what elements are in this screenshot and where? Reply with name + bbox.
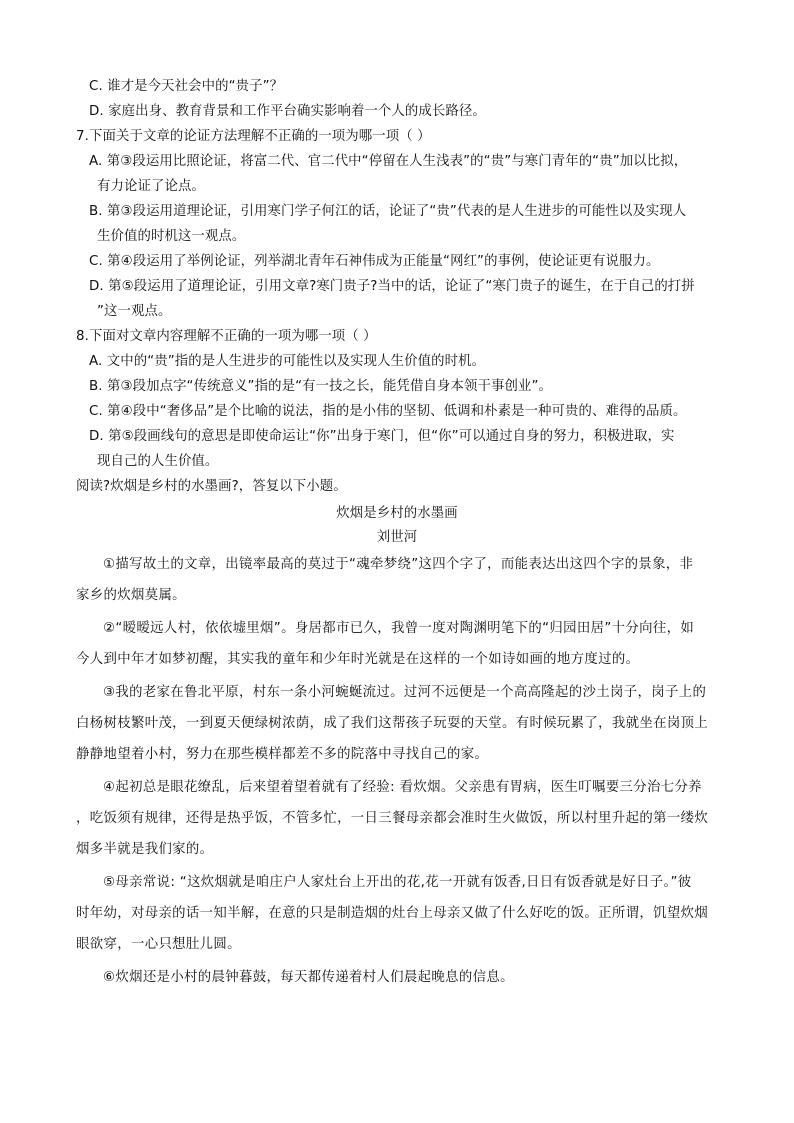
q8-option-d-line2: 现自己的人生价值。 [97, 454, 219, 469]
q8-option-c: C. 第④段中“奢侈品”是个比喻的说法，指的是小伟的坚韧、低调和朴素是一种可贵的、难得的品质。 [89, 404, 687, 419]
article-title: 炊烟是乡村的水墨画 [336, 506, 458, 521]
paragraph-3-line2: 白杨树枝繁叶茂，一到夏天便绿树浓荫，成了我们这帮孩子玩耍的天堂。有时候玩累了，我就坐在岗顶上 [76, 716, 709, 731]
paragraph-4-line2: ，吃饭须有规律，还得是热乎饭，不管多忙，一日三餐母亲都会准时生火做饭，所以村里升起的第一缕炊 [76, 811, 709, 826]
paragraph-5-line3: 眼欲穿，一心只想肚儿圆。 [76, 937, 241, 952]
paragraph-1-line1: ①描写故土的文章，出镜率最高的莫过于“魂牵梦绕”这四个字了，而能表达出这四个字的景象，非 [103, 557, 694, 572]
paragraph-2-line1: ②“暧暧远人村，依依墟里烟”。身居都市已久，我曾一度对陶渊明笔下的“归园田居”十分向往，如 [103, 621, 695, 636]
q8-option-a: A. 文中的“贵”指的是人生进步的可能性以及实现人生价值的时机。 [89, 354, 486, 369]
paragraph-3-line1: ③我的老家在鲁北平原，村东一条小河蜿蜒流过。过河不远便是一个高高隆起的沙土岗子，岗子上的 [103, 685, 707, 700]
paragraph-6-line1: ⑥炊烟还是小村的晨钟暮鼓，每天都传递着村人们晨起晚息的信息。 [103, 970, 514, 985]
paragraph-3-line3: 静静地望着小村，努力在那些模样都差不多的院落中寻找自己的家。 [76, 747, 489, 762]
option-d-prev: D. 家庭出身、教育背景和工作平台确实影响着一个人的成长路径。 [89, 104, 486, 119]
paragraph-5-line2: 时年幼，对母亲的话一知半解，在意的只是制造烟的灶台上母亲又做了什么好吃的饭。正所谓，饥望炊烟 [76, 906, 709, 921]
question-8-stem: 8.下面对文章内容理解不正确的一项为哪一项（ ） [76, 329, 377, 344]
q7-option-a-line2: 有力论证了论点。 [97, 179, 205, 194]
paragraph-1-line2: 家乡的炊烟莫属。 [76, 588, 186, 603]
q7-option-b-line2: 生价值的时机这一观点。 [97, 229, 246, 244]
q7-option-d-line1: D. 第⑤段运用了道理论证，引用文章?寒门贵子?当中的话，论证了“寒门贵子的诞生，在于自己的打拼 [89, 279, 695, 294]
question-7-stem: 7.下面关于文章的论证方法理解不正确的一项为哪一项（ ） [76, 129, 431, 144]
paragraph-2-line2: 今人到中年才如梦初醒，其实我的童年和少年时光就是在这样的一个如诗如画的地方度过的。 [76, 652, 640, 667]
q8-option-d-line1: D. 第⑤段画线句的意思是即使命运让“你”出身于寒门，但“你”可以通过自身的努力，积极进取，实 [89, 429, 675, 444]
paragraph-4-line3: 烟多半就是我们家的。 [76, 842, 214, 857]
paragraph-4-line1: ④起初总是眼花缭乱，后来望着望着就有了经验: 看炊烟。父亲患有胃病，医生叮嘱要三分治七分养 [103, 780, 702, 795]
option-c-prev: C. 谁才是今天社会中的“贵子”？ [89, 79, 284, 94]
article-author: 刘世河 [376, 530, 418, 545]
q8-option-b: B. 第③段加点字“传统意义”指的是“有一技之长，能凭借自身本领干事创业”。 [89, 379, 552, 394]
reading-intro: 阅读?炊烟是乡村的水墨画?，答复以下小题。 [76, 479, 347, 494]
q7-option-c: C. 第④段运用了举例论证，列举湖北青年石神伟成为正能量“网红”的事例，使论证更有说服力。 [89, 254, 660, 269]
q7-option-a-line1: A. 第③段运用比照论证，将富二代、官二代中“停留在人生浅表”的“贵”与寒门青年的“贵”加以比拟， [89, 154, 688, 169]
paragraph-5-line1: ⑤母亲常说: “这炊烟就是咱庄户人家灶台上开出的花,花一开就有饭香,日日有饭香就是好日子。”彼 [103, 875, 692, 890]
q7-option-b-line1: B. 第③段运用道理论证，引用寒门学子何江的话，论证了“贵”代表的是人生进步的可能性以及实现人 [89, 204, 687, 219]
q7-option-d-line2: ”这一观点。 [97, 304, 172, 319]
